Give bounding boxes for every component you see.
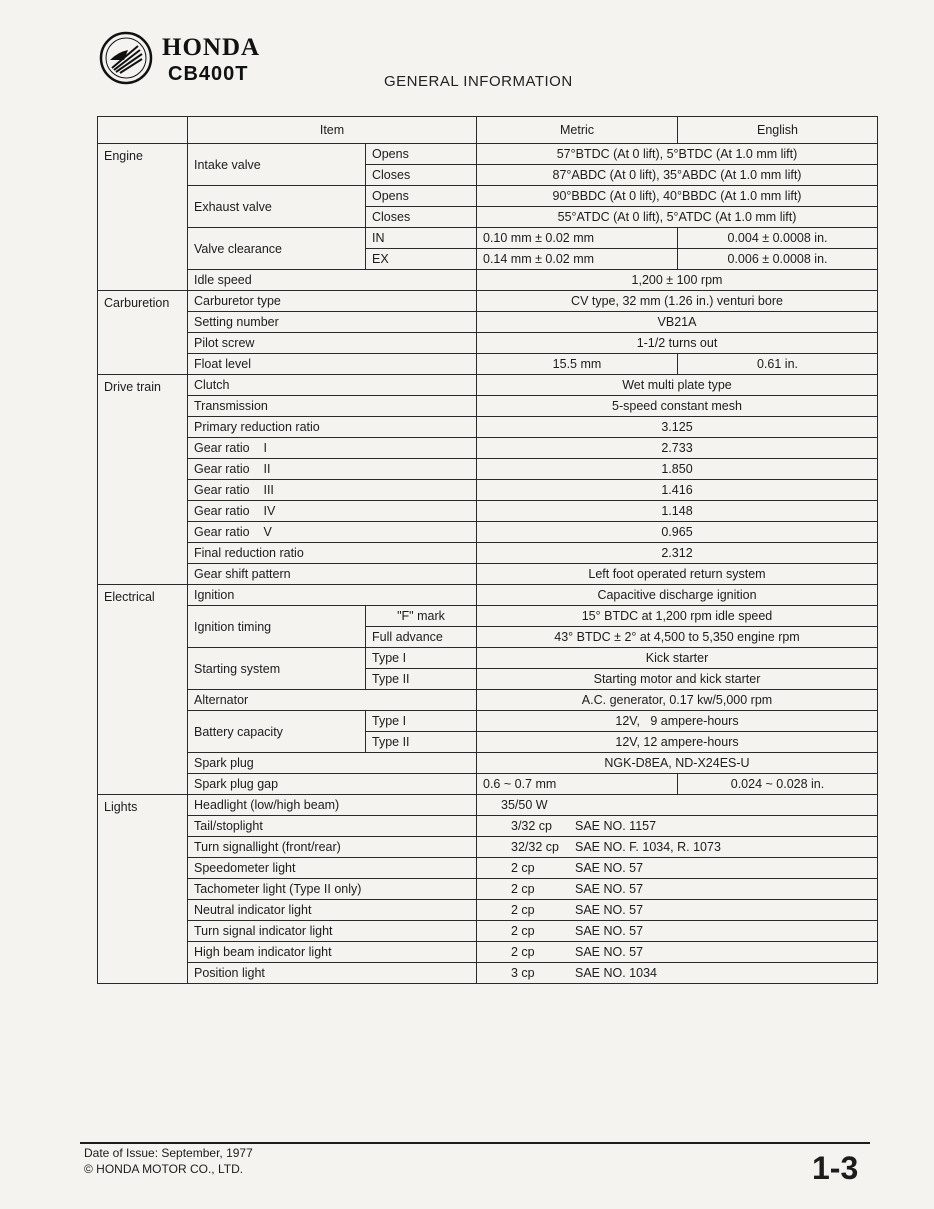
item-exhaust-valve: Exhaust valve [188,186,366,228]
category-engine: Engine [98,144,188,291]
item-label: Tachometer light (Type II only) [188,879,477,900]
table-row [98,795,878,816]
item-label: Gear ratio II [188,459,477,480]
value-cell: 5-speed constant mesh [477,396,878,417]
item-valve-clearance: Valve clearance [188,228,366,270]
item-label: Turn signallight (front/rear) [188,837,477,858]
candlepower: 2 cp [511,861,535,875]
sae-number: SAE NO. 57 [575,882,644,896]
value-cell [477,879,878,900]
sae-number: SAE NO. 1034 [575,966,657,980]
value-cell: VB21A [477,312,878,333]
value-cell: 1.148 [477,501,878,522]
english-value: 0.61 in. [678,354,878,375]
item-label: Pilot screw [188,333,477,354]
sae-number: SAE NO. 57 [575,945,644,959]
table-row [98,228,878,249]
value-cell: 55°ATDC (At 0 lift), 5°ATDC (At 1.0 mm lift) [477,207,878,228]
headlight-wattage: 35/50 W [501,798,548,812]
item-label: Gear ratio IV [188,501,477,522]
table-row [98,690,878,711]
table-row [98,501,878,522]
category-drive-train: Drive train [98,375,188,585]
table-row [98,480,878,501]
value-cell [477,942,878,963]
item-label: Tail/stoplight [188,816,477,837]
sae-number: SAE NO. 57 [575,861,644,875]
subitem-label: Closes [366,165,477,186]
item-label: Setting number [188,312,477,333]
sae-number: SAE NO. F. 1034, R. 1073 [575,840,721,854]
item-label: Position light [188,963,477,984]
value-cell [477,900,878,921]
candlepower: 2 cp [511,924,535,938]
table-row [98,270,878,291]
header-blank [98,117,188,144]
item-battery-capacity: Battery capacity [188,711,366,753]
column-header-english: English [678,117,878,144]
item-label: Speedometer light [188,858,477,879]
value-cell: 43° BTDC ± 2° at 4,500 to 5,350 engine rpm [477,627,878,648]
item-label: Carburetor type [188,291,477,312]
table-row [98,459,878,480]
value-cell: 0.965 [477,522,878,543]
item-label: Neutral indicator light [188,900,477,921]
value-cell: Starting motor and kick starter [477,669,878,690]
table-row [98,291,878,312]
column-header-item: Item [188,117,477,144]
item-label: Gear ratio I [188,438,477,459]
value-cell [477,816,878,837]
value-cell [477,837,878,858]
english-value: 0.024 ~ 0.028 in. [678,774,878,795]
table-row [98,417,878,438]
date-of-issue: Date of Issue: September, 1977 [84,1146,253,1160]
category-lights: Lights [98,795,188,984]
subitem-label: Full advance [366,627,477,648]
item-starting-system: Starting system [188,648,366,690]
category-carburetion: Carburetion [98,291,188,375]
table-row [98,921,878,942]
candlepower: 2 cp [511,903,535,917]
page-number: 1-3 [812,1150,859,1186]
value-cell: 15° BTDC at 1,200 rpm idle speed [477,606,878,627]
honda-wing-logo [98,30,154,86]
item-label: Alternator [188,690,477,711]
value-cell: 90°BBDC (At 0 lift), 40°BBDC (At 1.0 mm lift) [477,186,878,207]
metric-value: 0.14 mm ± 0.02 mm [477,249,678,270]
value-cell [477,963,878,984]
value-cell: Left foot operated return system [477,564,878,585]
item-label: Final reduction ratio [188,543,477,564]
table-row [98,963,878,984]
table-row [98,606,878,627]
table-row [98,942,878,963]
table-row [98,753,878,774]
subitem-label: EX [366,249,477,270]
sae-number: SAE NO. 1157 [575,819,657,833]
subitem-label: Type II [366,732,477,753]
metric-value: 0.6 ~ 0.7 mm [477,774,678,795]
candlepower: 3 cp [511,966,535,980]
subitem-label: Opens [366,144,477,165]
value-cell: Kick starter [477,648,878,669]
candlepower: 3/32 cp [511,819,553,833]
value-cell: 1.850 [477,459,878,480]
value-cell: 1.416 [477,480,878,501]
value-cell: A.C. generator, 0.17 kw/5,000 rpm [477,690,878,711]
item-label: Ignition [188,585,477,606]
candlepower: 2 cp [511,945,535,959]
item-intake-valve: Intake valve [188,144,366,186]
item-label: Primary reduction ratio [188,417,477,438]
item-label: Headlight (low/high beam) [188,795,477,816]
item-idle-speed: Idle speed [188,270,477,291]
subitem-label: Closes [366,207,477,228]
value-cell: 3.125 [477,417,878,438]
item-label: Clutch [188,375,477,396]
candlepower: 32/32 cp [511,840,559,854]
column-header-metric: Metric [477,117,678,144]
english-value: 0.006 ± 0.0008 in. [678,249,878,270]
subitem-label: "F" mark [366,606,477,627]
subitem-label: Type II [366,669,477,690]
table-row [98,774,878,795]
category-electrical: Electrical [98,585,188,795]
subitem-label: Type I [366,648,477,669]
english-value: 0.004 ± 0.0008 in. [678,228,878,249]
footer-divider [80,1142,870,1144]
subitem-label: Type I [366,711,477,732]
table-row [98,333,878,354]
table-row [98,522,878,543]
item-label: Gear ratio III [188,480,477,501]
specifications-table [97,116,878,984]
item-label: High beam indicator light [188,942,477,963]
value-cell: 1-1/2 turns out [477,333,878,354]
sae-number: SAE NO. 57 [575,924,644,938]
table-row [98,648,878,669]
table-row [98,816,878,837]
value-cell: Wet multi plate type [477,375,878,396]
item-label: Spark plug [188,753,477,774]
table-row [98,375,878,396]
candlepower: 2 cp [511,882,535,896]
item-label: Gear ratio V [188,522,477,543]
table-row [98,879,878,900]
value-cell: 57°BTDC (At 0 lift), 5°BTDC (At 1.0 mm lift) [477,144,878,165]
subitem-label: Opens [366,186,477,207]
table-row [98,564,878,585]
value-cell: 12V, 12 ampere-hours [477,732,878,753]
table-header-row [98,117,878,144]
item-label: Float level [188,354,477,375]
table-row [98,438,878,459]
item-label: Spark plug gap [188,774,477,795]
table-row [98,858,878,879]
table-row [98,900,878,921]
value-cell: 2.312 [477,543,878,564]
value-cell: CV type, 32 mm (1.26 in.) venturi bore [477,291,878,312]
value-cell: 87°ABDC (At 0 lift), 35°ABDC (At 1.0 mm lift) [477,165,878,186]
table-row [98,543,878,564]
section-title: GENERAL INFORMATION [384,73,573,90]
item-label: Gear shift pattern [188,564,477,585]
value-cell: NGK-D8EA, ND-X24ES-U [477,753,878,774]
table-row [98,396,878,417]
brand-name: HONDA [162,34,261,61]
metric-value: 0.10 mm ± 0.02 mm [477,228,678,249]
table-row [98,837,878,858]
value-cell: 1,200 ± 100 rpm [477,270,878,291]
sae-number: SAE NO. 57 [575,903,644,917]
table-row [98,144,878,165]
copyright-notice: © HONDA MOTOR CO., LTD. [84,1162,244,1176]
item-ignition-timing: Ignition timing [188,606,366,648]
table-row [98,585,878,606]
model-name: CB400T [168,63,249,85]
item-label: Transmission [188,396,477,417]
value-cell [477,858,878,879]
metric-value: 15.5 mm [477,354,678,375]
item-label: Turn signal indicator light [188,921,477,942]
value-cell [477,921,878,942]
value-cell: Capacitive discharge ignition [477,585,878,606]
value-cell [477,795,878,816]
value-cell: 2.733 [477,438,878,459]
table-row [98,312,878,333]
table-row [98,354,878,375]
value-cell: 12V, 9 ampere-hours [477,711,878,732]
table-row [98,711,878,732]
subitem-label: IN [366,228,477,249]
table-row [98,186,878,207]
